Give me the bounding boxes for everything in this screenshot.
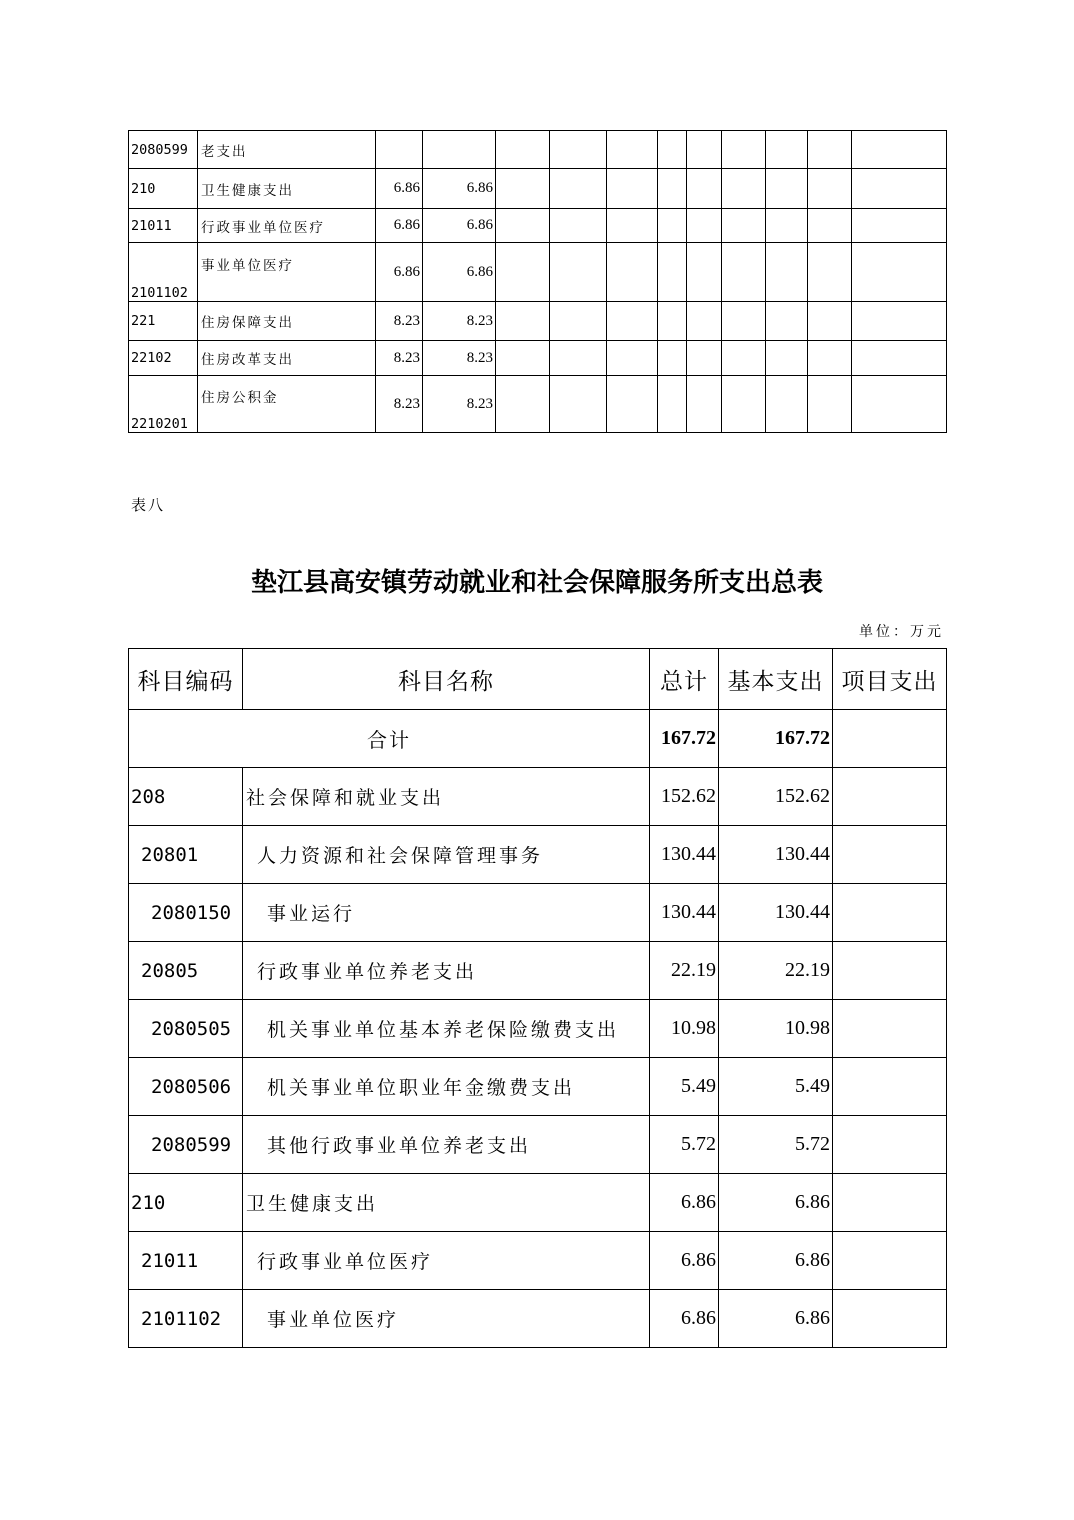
name-text: 事业单位医疗 (201, 258, 294, 274)
name-cell: 人力资源和社会保障管理事务 (243, 826, 650, 884)
empty-cell (607, 376, 658, 433)
name-cell: 卫生健康支出 (243, 1174, 650, 1232)
basic-cell: 130.44 (719, 826, 833, 884)
empty-cell (808, 302, 852, 341)
empty-cell (722, 131, 766, 169)
empty-cell (496, 131, 550, 169)
empty-cell (852, 131, 947, 169)
name-cell: 行政事业单位医疗 (243, 1232, 650, 1290)
empty-cell (722, 169, 766, 209)
empty-cell (658, 376, 687, 433)
empty-cell (658, 169, 687, 209)
table-row (129, 302, 947, 341)
table-row (129, 341, 947, 376)
empty-cell (550, 302, 607, 341)
code-cell: 208 (129, 768, 243, 826)
empty-cell (687, 341, 722, 376)
empty-cell (687, 302, 722, 341)
empty-cell (766, 209, 808, 243)
empty-cell (722, 209, 766, 243)
empty-cell (722, 341, 766, 376)
empty-cell (852, 209, 947, 243)
total-cell: 6.86 (650, 1174, 719, 1232)
total-cell: 6.86 (650, 1232, 719, 1290)
total-cell: 6.86 (376, 243, 423, 302)
basic-cell: 6.86 (719, 1290, 833, 1348)
basic-cell: 5.49 (719, 1058, 833, 1116)
table-row (129, 1232, 947, 1290)
empty-cell (658, 302, 687, 341)
project-cell (833, 942, 947, 1000)
table-row (129, 376, 947, 433)
project-cell (833, 884, 947, 942)
table-row (129, 243, 947, 302)
code-cell: 20805 (129, 942, 243, 1000)
total-cell: 6.86 (376, 209, 423, 243)
empty-cell (687, 169, 722, 209)
expenditure-summary-table (128, 648, 947, 1348)
name-cell (198, 376, 376, 433)
empty-cell (766, 243, 808, 302)
basic-cell: 130.44 (719, 884, 833, 942)
name-cell: 事业单位医疗 (243, 1290, 650, 1348)
total-cell: 152.62 (650, 768, 719, 826)
empty-cell (808, 243, 852, 302)
total-cell: 8.23 (376, 376, 423, 433)
empty-cell (550, 131, 607, 169)
table-row (129, 1058, 947, 1116)
code-cell: 2210201 (129, 376, 198, 433)
empty-cell (607, 169, 658, 209)
project-cell (833, 1116, 947, 1174)
project-cell (833, 1000, 947, 1058)
empty-cell (852, 169, 947, 209)
empty-cell (496, 376, 550, 433)
empty-cell (808, 209, 852, 243)
basic-cell: 10.98 (719, 1000, 833, 1058)
total-label: 合计 (129, 710, 650, 768)
name-cell: 机关事业单位基本养老保险缴费支出 (243, 1000, 650, 1058)
code-cell: 210 (129, 169, 198, 209)
empty-cell (808, 131, 852, 169)
empty-cell (496, 169, 550, 209)
table-row (129, 1290, 947, 1348)
basic-cell: 22.19 (719, 942, 833, 1000)
project-cell (833, 826, 947, 884)
table-row (129, 209, 947, 243)
code-cell: 2080506 (129, 1058, 243, 1116)
empty-cell (808, 376, 852, 433)
empty-cell (722, 376, 766, 433)
code-cell: 21011 (129, 1232, 243, 1290)
empty-cell (852, 243, 947, 302)
empty-cell (550, 341, 607, 376)
empty-cell (607, 131, 658, 169)
basic-cell: 6.86 (719, 1232, 833, 1290)
code-cell: 22102 (129, 341, 198, 376)
total-cell: 8.23 (376, 341, 423, 376)
basic-cell: 5.72 (719, 1116, 833, 1174)
code-cell: 21011 (129, 209, 198, 243)
total-cell: 22.19 (650, 942, 719, 1000)
empty-cell (808, 169, 852, 209)
table-row (129, 131, 947, 169)
empty-cell (687, 209, 722, 243)
basic-cell: 6.86 (423, 243, 496, 302)
code-cell: 2101102 (129, 243, 198, 302)
project-cell (833, 768, 947, 826)
empty-cell (766, 169, 808, 209)
empty-cell (766, 131, 808, 169)
empty-cell (687, 131, 722, 169)
table-row (129, 1174, 947, 1232)
project-cell (833, 1232, 947, 1290)
header-project: 项目支出 (833, 649, 947, 710)
total-cell: 130.44 (650, 884, 719, 942)
basic-cell: 6.86 (423, 169, 496, 209)
basic-cell (423, 131, 496, 169)
table-row (129, 884, 947, 942)
empty-cell (550, 209, 607, 243)
name-cell: 老支出 (198, 131, 376, 169)
empty-cell (658, 243, 687, 302)
empty-cell (766, 302, 808, 341)
basic-cell: 8.23 (423, 376, 496, 433)
name-cell: 行政事业单位医疗 (198, 209, 376, 243)
empty-cell (658, 341, 687, 376)
name-cell: 其他行政事业单位养老支出 (243, 1116, 650, 1174)
code-cell: 20801 (129, 826, 243, 884)
table-caption: 表八 (131, 496, 166, 514)
total-cell: 167.72 (650, 710, 719, 768)
empty-cell (607, 243, 658, 302)
name-cell: 住房改革支出 (198, 341, 376, 376)
empty-cell (687, 243, 722, 302)
name-cell (198, 243, 376, 302)
total-row (129, 710, 947, 768)
table-row (129, 1116, 947, 1174)
name-cell: 住房保障支出 (198, 302, 376, 341)
empty-cell (658, 131, 687, 169)
header-total: 总计 (650, 649, 719, 710)
header-row (129, 649, 947, 710)
name-cell: 事业运行 (243, 884, 650, 942)
basic-cell: 6.86 (719, 1174, 833, 1232)
table-row (129, 169, 947, 209)
empty-cell (808, 341, 852, 376)
project-cell (833, 1290, 947, 1348)
code-cell: 221 (129, 302, 198, 341)
basic-cell: 6.86 (423, 209, 496, 243)
table-row (129, 1000, 947, 1058)
empty-cell (496, 341, 550, 376)
header-name: 科目名称 (243, 649, 650, 710)
project-cell (833, 1058, 947, 1116)
basic-cell: 8.23 (423, 302, 496, 341)
empty-cell (496, 302, 550, 341)
total-cell: 10.98 (650, 1000, 719, 1058)
code-cell: 210 (129, 1174, 243, 1232)
empty-cell (722, 243, 766, 302)
name-cell: 社会保障和就业支出 (243, 768, 650, 826)
table-row (129, 826, 947, 884)
total-cell: 130.44 (650, 826, 719, 884)
project-cell (833, 1174, 947, 1232)
header-code: 科目编码 (129, 649, 243, 710)
total-cell: 6.86 (376, 169, 423, 209)
code-cell: 2080150 (129, 884, 243, 942)
empty-cell (550, 376, 607, 433)
table-row (129, 768, 947, 826)
empty-cell (550, 169, 607, 209)
empty-cell (607, 302, 658, 341)
header-basic: 基本支出 (719, 649, 833, 710)
empty-cell (766, 341, 808, 376)
empty-cell (687, 376, 722, 433)
name-cell: 行政事业单位养老支出 (243, 942, 650, 1000)
total-cell: 5.49 (650, 1058, 719, 1116)
basic-cell: 152.62 (719, 768, 833, 826)
empty-cell (607, 209, 658, 243)
basic-cell: 167.72 (719, 710, 833, 768)
code-cell: 2080599 (129, 1116, 243, 1174)
name-cell: 机关事业单位职业年金缴费支出 (243, 1058, 650, 1116)
previous-table-continuation (128, 130, 947, 433)
basic-cell: 8.23 (423, 341, 496, 376)
name-text: 住房公积金 (201, 390, 279, 406)
empty-cell (550, 243, 607, 302)
table-row (129, 942, 947, 1000)
total-cell: 8.23 (376, 302, 423, 341)
code-cell: 2101102 (129, 1290, 243, 1348)
empty-cell (658, 209, 687, 243)
empty-cell (852, 341, 947, 376)
name-cell: 卫生健康支出 (198, 169, 376, 209)
page-title: 垫江县高安镇劳动就业和社会保障服务所支出总表 (250, 568, 823, 598)
empty-cell (852, 376, 947, 433)
empty-cell (766, 376, 808, 433)
total-cell: 5.72 (650, 1116, 719, 1174)
empty-cell (852, 302, 947, 341)
code-cell: 2080599 (129, 131, 198, 169)
unit-label: 单位：万元 (859, 624, 944, 640)
project-cell (833, 710, 947, 768)
empty-cell (496, 209, 550, 243)
total-cell: 6.86 (650, 1290, 719, 1348)
total-cell (376, 131, 423, 169)
empty-cell (607, 341, 658, 376)
empty-cell (722, 302, 766, 341)
empty-cell (496, 243, 550, 302)
code-cell: 2080505 (129, 1000, 243, 1058)
